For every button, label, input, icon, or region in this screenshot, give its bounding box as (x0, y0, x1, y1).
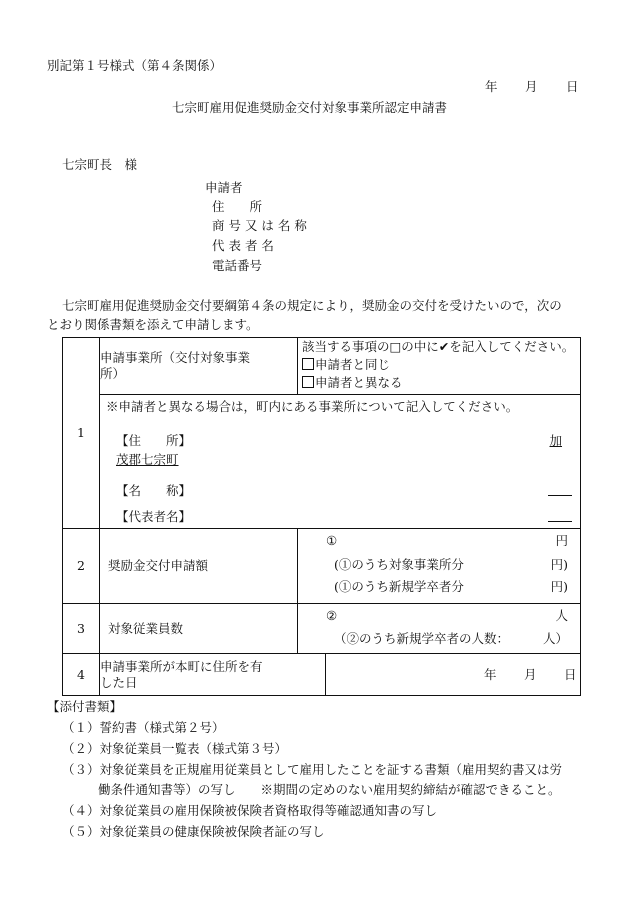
row3-sub: （②のうち新規学卒者の人数： (334, 631, 510, 646)
business-name-label: 【名 称】 (116, 483, 192, 498)
business-rep-field[interactable] (548, 521, 572, 522)
date-day-label: 日 (566, 79, 579, 94)
row4-month: 月 (524, 667, 537, 682)
row4-day: 日 (564, 667, 577, 682)
row1-label-line2: 所） (100, 366, 126, 381)
row1-number: 1 (63, 338, 100, 529)
row1-check-note: 該当する事項の□の中に✔を記入してください。 (302, 339, 575, 354)
row3-count-cell[interactable] (298, 604, 581, 654)
row1-label-line1: 申請事業所（交付対象事業 (100, 350, 251, 366)
row2-sub2: (①のうち新規学卒者分 (334, 579, 464, 594)
applicant-phone-label: 電話番号 (212, 258, 263, 273)
row4-date-cell[interactable] (326, 654, 581, 696)
date-year-label: 年 (485, 79, 498, 94)
row4-label-cell (100, 654, 326, 696)
intro-line-1: 七宗町雇用促進奨励金交付要綱第４条の規定により，奨励金の交付を受けたいので，次の (62, 298, 562, 313)
table-row (63, 604, 581, 654)
applicant-address-label: 住 所 (212, 199, 263, 214)
row2-sub2-unit: 円) (550, 579, 569, 594)
attachment-item: （２）対象従業員一覧表（様式第３号） (62, 741, 288, 756)
row2-sub1-unit: 円) (550, 557, 569, 572)
business-rep-label: 【代表者名】 (116, 509, 192, 524)
row2-circle: ① (326, 533, 338, 548)
row4-label-line1: 申請事業所が本町に住所を有 (100, 658, 263, 674)
option-different-from-applicant[interactable] (302, 375, 576, 393)
table-row (63, 395, 581, 529)
form-reference: 別記第１号様式（第４条関係） (47, 58, 223, 73)
addressee: 七宗町長 様 (62, 157, 138, 172)
row4-number: 4 (63, 654, 100, 696)
date-month-label: 月 (525, 79, 538, 94)
applicant-company-label: 商 号 又 は 名 称 (212, 218, 307, 233)
attachment-item-continued: 働条件通知書等）の写し ※期間の定めのない雇用契約締結が確認できること。 (98, 782, 561, 797)
row4-year: 年 (484, 667, 497, 682)
attachment-item: （３）対象従業員を正規雇用従業員として雇用したことを証する書類（雇用契約書又は労 (62, 762, 563, 777)
intro-line-2: とおり関係書類を添えて申請します。 (47, 317, 259, 332)
option-diff-label: 申請者と異なる (315, 375, 403, 390)
applicant-representative-label: 代 表 者 名 (212, 238, 274, 253)
table-row (63, 529, 581, 604)
attachment-item: （１）誓約書（様式第２号） (62, 720, 225, 735)
row2-unit: 円 (555, 533, 569, 548)
row3-sub-unit: 人） (543, 631, 569, 646)
row3-circle: ② (326, 608, 338, 623)
row1-diff-note: ※申請者と異なる場合は，町内にある事業所について記入してください。 (106, 399, 519, 414)
row3-number: 3 (63, 604, 100, 654)
row1-check-cell (298, 338, 581, 395)
table-row (63, 654, 581, 696)
option-same-label: 申請者と同じ (315, 357, 391, 372)
row4-label-line2: した日 (100, 674, 138, 690)
business-name-field[interactable] (548, 495, 572, 496)
application-form-table (62, 337, 581, 696)
attachment-item: （４）対象従業員の雇用保険被保険者資格取得等確認通知書の写し (62, 803, 438, 818)
row1-label-cell (100, 338, 298, 395)
business-address-label: 【住 所】 (116, 433, 192, 448)
checkbox-different[interactable] (302, 376, 314, 388)
option-same-as-applicant[interactable] (302, 357, 576, 375)
business-address-value[interactable]: 茂郡七宗町 (116, 452, 179, 467)
row3-label: 対象従業員数 (100, 604, 298, 654)
business-address-suffix: 加 (549, 433, 563, 448)
applicant-heading: 申請者 (205, 180, 243, 195)
row2-label: 奨励金交付申請額 (100, 529, 298, 604)
attachment-item: （５）対象従業員の健康保険被保険者証の写し (62, 824, 325, 839)
table-row (63, 338, 581, 395)
row2-sub1: (①のうち対象事業所分 (334, 557, 464, 572)
attachments-heading: 【添付書類】 (47, 699, 123, 714)
checkbox-same[interactable] (302, 358, 314, 370)
document-title: 七宗町雇用促進奨励金交付対象事業所認定申請書 (172, 100, 448, 115)
row1-detail-cell (100, 395, 581, 529)
row2-number: 2 (63, 529, 100, 604)
row3-unit: 人 (555, 608, 569, 623)
row2-amount-cell[interactable] (298, 529, 581, 604)
